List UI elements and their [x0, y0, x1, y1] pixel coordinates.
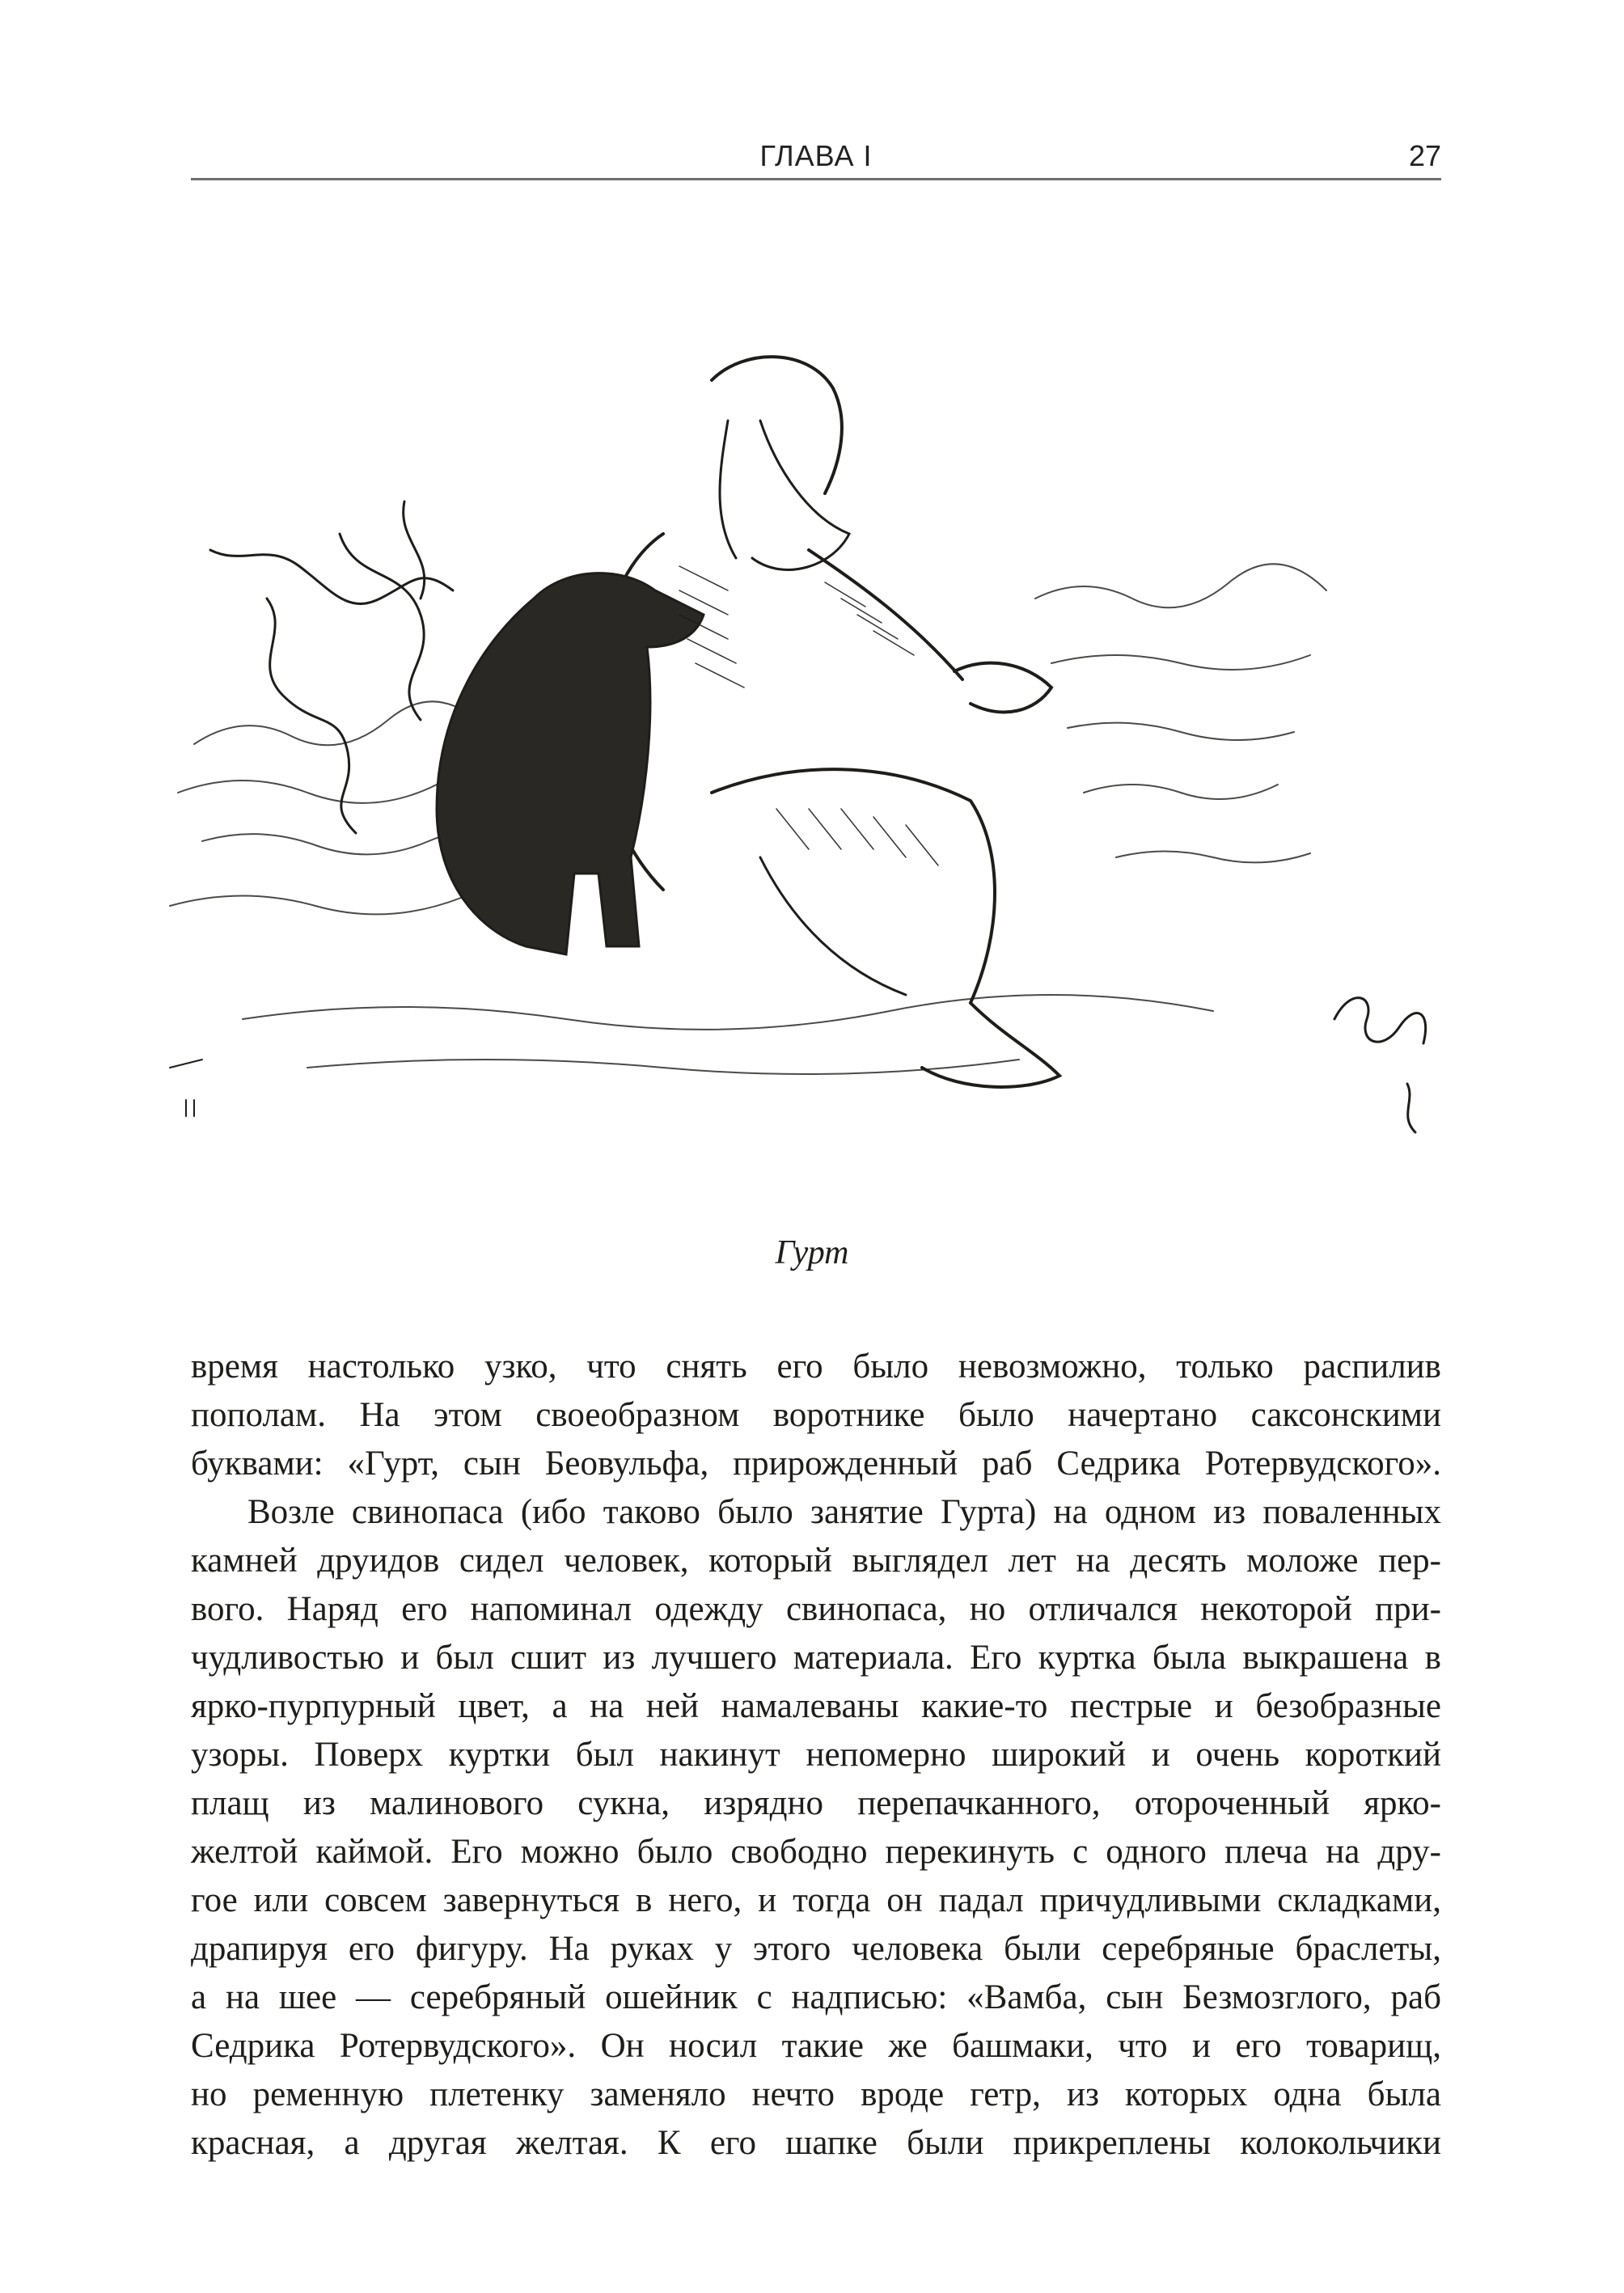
text-line: Седрика Ротервудского». Он носил такие же башмаки, что и его товарищ,: [191, 2027, 1441, 2065]
running-header: [191, 136, 1441, 181]
text-line: желтой каймой. Его можно было свободно перекинуть с одного плеча на дру-: [191, 1833, 1441, 1871]
text-line: Возле свинопаса (ибо таково было занятие Гурта) на одном из поваленных: [247, 1493, 1441, 1531]
illustration-caption: Гурт: [775, 1234, 849, 1271]
text-line: вого. Наряд его напоминал одежду свинопаса, но отличался некоторой при-: [191, 1590, 1441, 1628]
text-line: узоры. Поверх куртки был накинут непомерно широкий и очень короткий: [191, 1736, 1441, 1774]
text-line: гое или совсем завернуться в него, и тогда он падал причудливыми складками,: [191, 1881, 1441, 1919]
header-rule: [191, 178, 1441, 180]
engraving-gurth-with-dog-icon: [146, 291, 1472, 1205]
text-line: а на шее — серебряный ошейник с надписью: «Вамба, сын Безмозглого, раб: [191, 1978, 1441, 2016]
text-line: но ременную плетенку заменяло нечто вроде гетр, из которых одна была: [191, 2075, 1441, 2113]
text-line: время настолько узко, что снять его было невозможно, только распилив: [191, 1347, 1441, 1386]
text-line: ярко-пурпурный цвет, а на ней намалеваны какие-то пестрые и безобразные: [191, 1687, 1441, 1725]
chapter-title: ГЛАВА I: [759, 139, 873, 172]
text-line: буквами: «Гурт, сын Беовульфа, прирожденный раб Седрика Ротервудского».: [191, 1445, 1441, 1483]
text-line: плащ из малинового сукна, изрядно перепачканного, отороченный ярко-: [191, 1784, 1441, 1822]
text-line: красная, а другая желтая. К его шапке были прикреплены колокольчики: [191, 2124, 1441, 2162]
text-line: чудливостью и был сшит из лучшего материала. Его куртка была выкрашена в: [191, 1639, 1441, 1677]
text-line: драпируя его фигуру. На руках у этого человека были серебряные браслеты,: [191, 1930, 1441, 1968]
body-text: [191, 1343, 1441, 2168]
text-line: камней друидов сидел человек, который выглядел лет на десять моложе пер-: [191, 1542, 1441, 1580]
engraving-illustration: [146, 291, 1472, 1205]
page-number: 27: [1408, 139, 1441, 172]
text-line: пополам. На этом своеобразном воротнике было начертано саксонскими: [191, 1396, 1441, 1434]
